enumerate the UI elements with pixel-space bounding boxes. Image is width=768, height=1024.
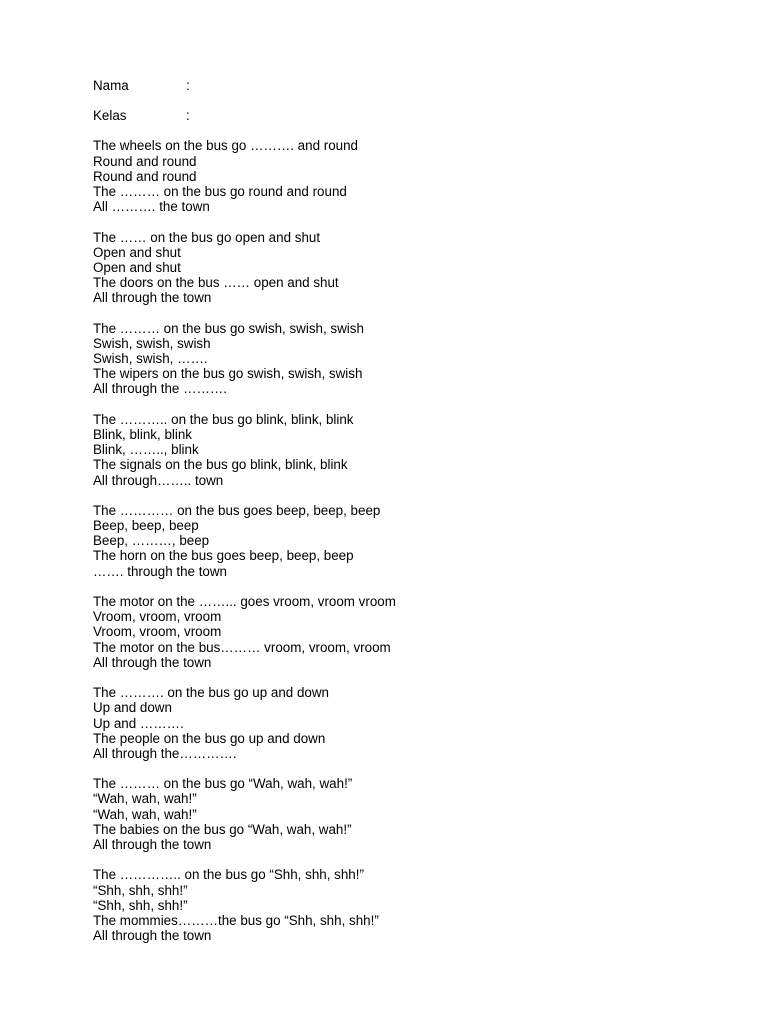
- verse-8: [93, 776, 733, 852]
- lyric-line: Beep, beep, beep: [93, 518, 199, 534]
- worksheet-page: [93, 78, 733, 943]
- class-colon: :: [186, 108, 190, 124]
- lyric-line: Swish, swish, swish: [93, 335, 211, 351]
- lyric-line: Swish, swish, …….: [93, 351, 208, 366]
- lyric-line: The ……… on the bus go round and round: [93, 183, 347, 199]
- lyric-line: Vroom, vroom, vroom: [93, 609, 222, 625]
- lyric-line: The …… on the bus go open and shut: [93, 229, 321, 245]
- field-spacer: [93, 93, 733, 108]
- lyric-line: The signals on the bus go blink, blink, blink: [93, 457, 348, 473]
- lyric-line: All through the town: [93, 928, 212, 944]
- verse-3: [93, 321, 733, 397]
- student-info: [93, 78, 733, 123]
- lyric-line: All ………. the town: [93, 199, 210, 215]
- lyric-line: “Wah, wah, wah!”: [93, 791, 197, 807]
- lyric-line: Up and down: [93, 700, 172, 716]
- class-label: Kelas: [93, 108, 127, 124]
- lyric-line: All through the………….: [93, 745, 237, 761]
- verse-6: [93, 594, 733, 670]
- name-colon: :: [186, 78, 190, 93]
- class-field: [93, 108, 733, 123]
- lyric-line: All through the town: [93, 654, 212, 670]
- lyric-line: The ……… on the bus go “Wah, wah, wah!”: [93, 776, 353, 792]
- lyric-line: The wipers on the bus go swish, swish, swish: [93, 366, 363, 382]
- lyric-line: The ………….. on the bus go “Shh, shh, shh!”: [93, 867, 364, 883]
- lyric-line: The doors on the bus …… open and shut: [93, 275, 339, 291]
- lyric-line: All through the ……….: [93, 381, 227, 397]
- lyric-line: The motor on the ……... goes vroom, vroom vroom: [93, 594, 396, 609]
- lyric-line: The mommies………the bus go “Shh, shh, shh!”: [93, 912, 379, 928]
- lyric-line: Vroom, vroom, vroom: [93, 624, 222, 640]
- verse-4: [93, 412, 733, 488]
- lyric-line: “Shh, shh, shh!”: [93, 897, 188, 913]
- lyric-line: The ………. on the bus go up and down: [93, 685, 329, 701]
- lyric-line: The people on the bus go up and down: [93, 730, 326, 746]
- verse-7: [93, 685, 733, 761]
- lyric-line: Blink, blink, blink: [93, 426, 192, 442]
- lyric-line: Up and ……….: [93, 715, 184, 731]
- lyric-line: The motor on the bus……… vroom, vroom, vroom: [93, 639, 391, 655]
- name-label: Nama: [93, 78, 129, 93]
- lyric-line: The wheels on the bus go ………. and round: [93, 138, 358, 154]
- lyric-line: All through the town: [93, 290, 212, 306]
- name-field: [93, 78, 733, 93]
- lyric-line: Beep, ………, beep: [93, 533, 210, 549]
- lyric-line: The horn on the bus goes beep, beep, beep: [93, 548, 354, 564]
- lyric-line: Round and round: [93, 168, 197, 184]
- lyric-line: ……. through the town: [93, 563, 227, 579]
- lyric-line: All through the town: [93, 837, 212, 852]
- lyric-line: The ……….. on the bus go blink, blink, blink: [93, 411, 354, 427]
- lyric-line: The babies on the bus go “Wah, wah, wah!”: [93, 821, 352, 837]
- lyric-line: “Wah, wah, wah!”: [93, 806, 197, 822]
- lyric-line: Open and shut: [93, 259, 181, 275]
- lyric-line: The ……… on the bus go swish, swish, swish: [93, 320, 364, 336]
- verse-9: [93, 867, 733, 943]
- verse-5: [93, 503, 733, 579]
- lyric-line: Round and round: [93, 153, 197, 169]
- lyric-line: The ………… on the bus goes beep, beep, beep: [93, 502, 381, 518]
- lyric-line: Blink, …….., blink: [93, 442, 199, 458]
- verse-2: [93, 230, 733, 306]
- song-lyrics: [93, 138, 733, 943]
- lyric-line: All through…….. town: [93, 472, 224, 488]
- lyric-line: “Shh, shh, shh!”: [93, 882, 188, 898]
- lyric-line: Open and shut: [93, 244, 181, 260]
- verse-1: [93, 138, 733, 214]
